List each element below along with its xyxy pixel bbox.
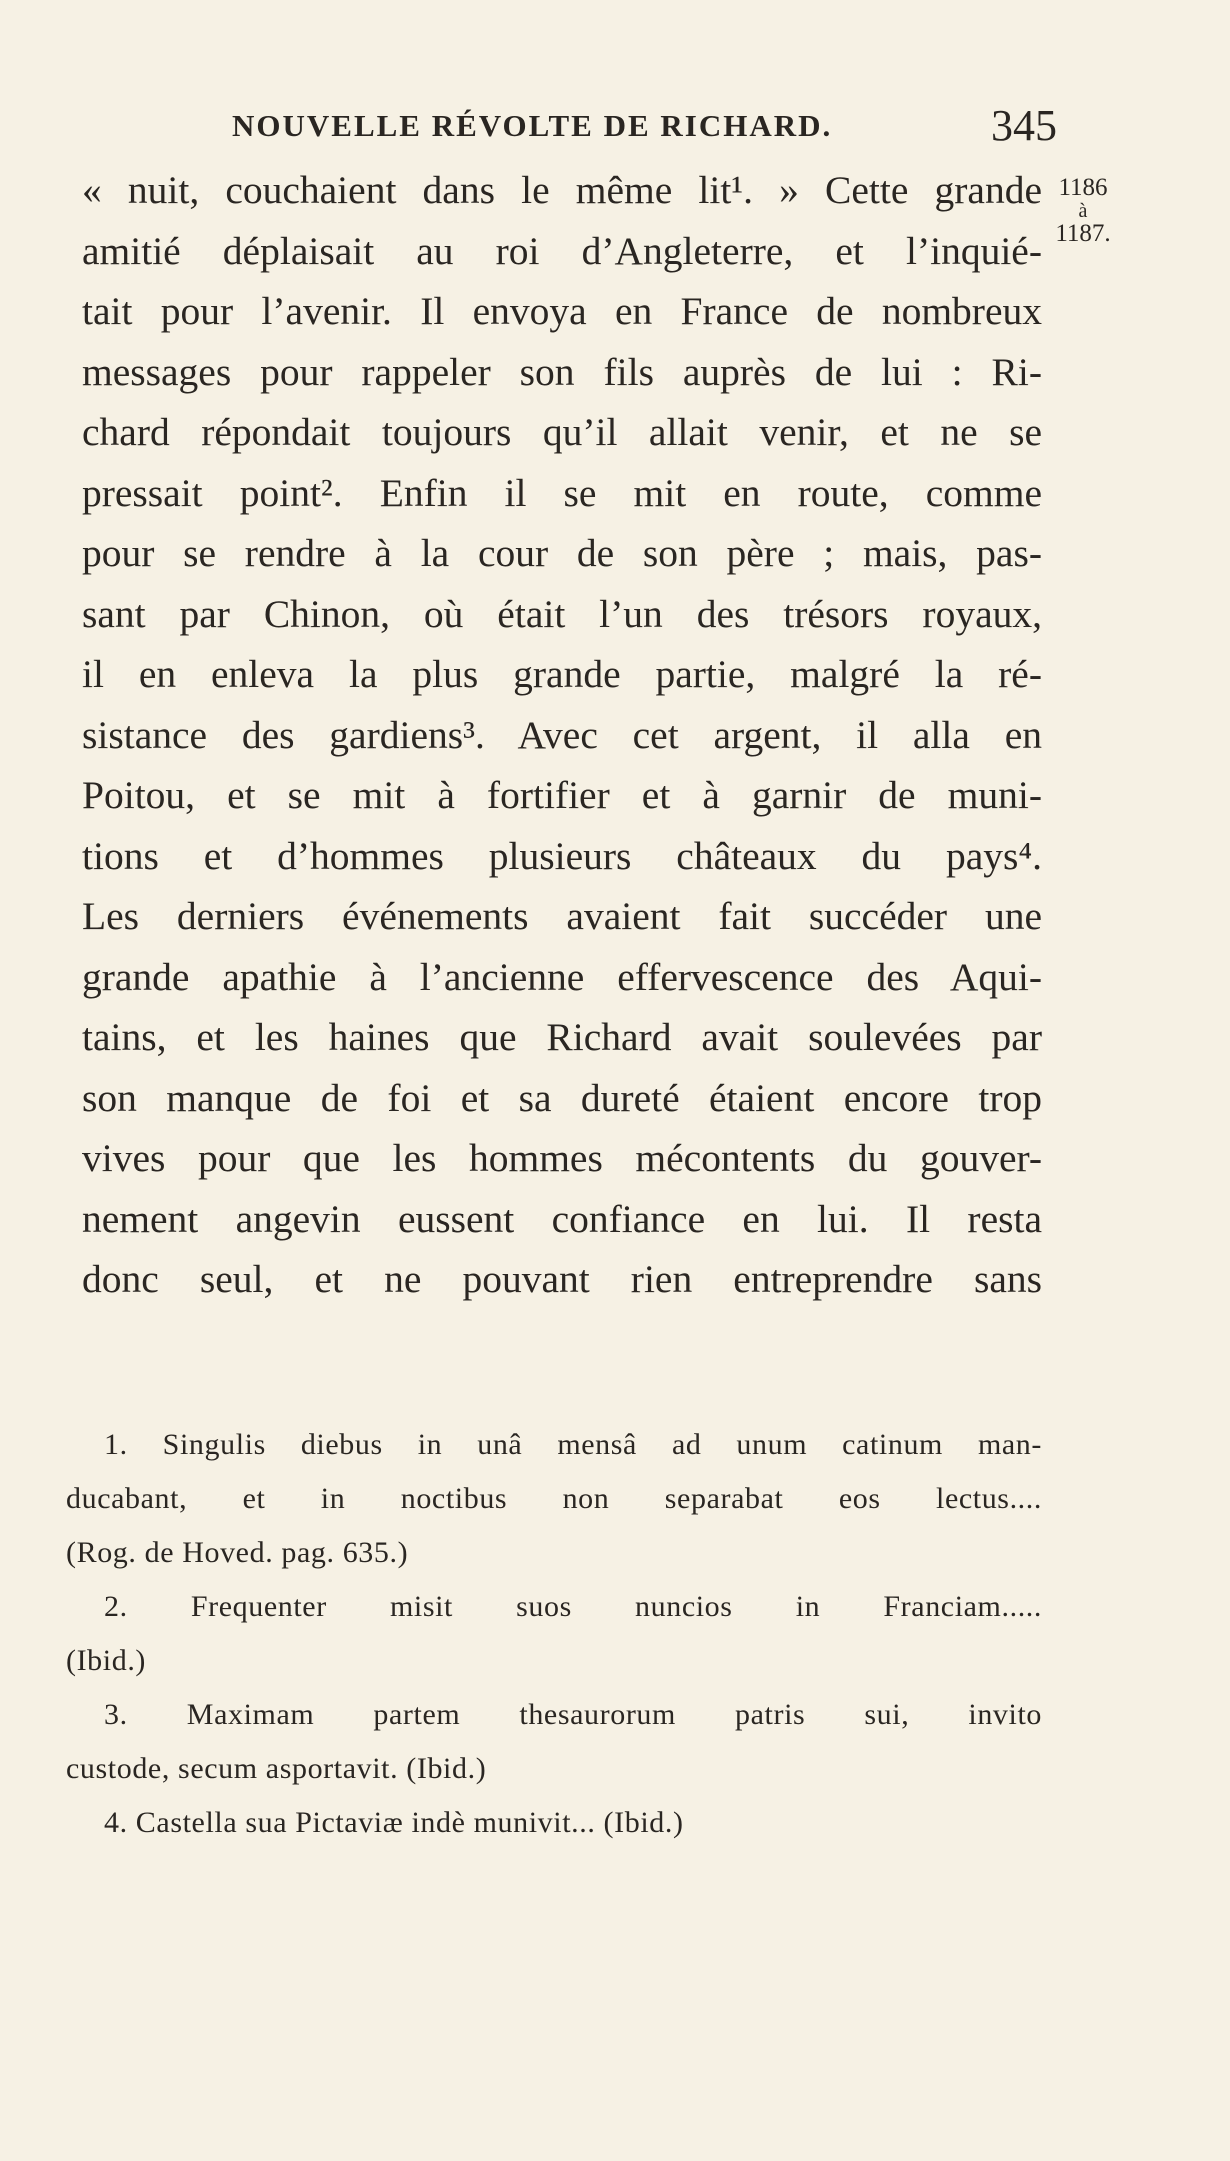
footnote-line: (Ibid.) [66, 1644, 147, 1677]
text-line: tait pour l’avenir. Il envoya en France de nombreux [82, 289, 1042, 333]
text-line: sistance des gardiens³. Avec cet argent, il alla en [82, 712, 1042, 757]
text-line: tions et d’hommes plusieurs châteaux du pays⁴. [82, 833, 1042, 878]
footnote-line: 3. Maximam partem thesaurorum patris sui, invito [104, 1698, 1042, 1731]
footnotes [66, 1418, 1042, 1850]
footnote-line: (Rog. de Hoved. pag. 635.) [66, 1536, 409, 1569]
text-line: messages pour rappeler son fils auprès de lui : Ri- [82, 349, 1042, 394]
text-line: son manque de foi et sa dureté étaient encore trop [82, 1075, 1042, 1120]
text-line: pour se rendre à la cour de son père ; mais, pas- [82, 531, 1042, 575]
footnote-line: custode, secum asportavit. (Ibid.) [66, 1752, 487, 1785]
footnote-line: 2. Frequenter misit suos nuncios in Franciam..... [104, 1590, 1042, 1623]
margin-connector: à [1078, 200, 1088, 222]
margin-start-year: 1186 [1058, 174, 1108, 201]
text-line: vives pour que les hommes mécontents du gouver- [82, 1136, 1042, 1180]
footnote-line: ducabant, et in noctibus non separabat eos lectus.... [66, 1482, 1042, 1515]
footnote-line: 1. Singulis diebus in unâ mensâ ad unum catinum man- [104, 1428, 1042, 1461]
text-line: sant par Chinon, où était l’un des trésors royaux, [82, 591, 1042, 636]
text-line: tains, et les haines que Richard avait soulevées par [82, 1015, 1042, 1059]
page-number: 345 [991, 101, 1057, 150]
text-line: nement angevin eussent confiance en lui. Il resta [82, 1196, 1042, 1241]
footnote-line: 4. Castella sua Pictaviæ indè munivit... (Ibid.) [104, 1806, 684, 1839]
text-line: il en enleva la plus grande partie, malgré la ré- [82, 652, 1042, 696]
text-line: Les derniers événements avaient fait succéder une [82, 894, 1042, 938]
text-line: « nuit, couchaient dans le même lit¹. » Cette grande [82, 168, 1042, 212]
page-header [82, 100, 1057, 152]
text-line: chard répondait toujours qu’il allait venir, et ne se [82, 410, 1042, 454]
text-line: donc seul, et ne pouvant rien entreprendre sans [82, 1257, 1042, 1301]
text-line: amitié déplaisait au roi d’Angleterre, et l’inquié- [82, 228, 1042, 273]
margin-end-year: 1187. [1055, 220, 1111, 247]
text-line: Poitou, et se mit à fortifier et à garnir de muni- [82, 773, 1042, 817]
main-text [82, 160, 1042, 1310]
margin-date-note [1048, 174, 1118, 248]
text-line: grande apathie à l’ancienne effervescence des Aqui- [82, 954, 1042, 999]
running-title: NOUVELLE RÉVOLTE DE RICHARD. [232, 108, 833, 143]
text-line: pressait point². Enfin il se mit en route, comme [82, 470, 1042, 515]
